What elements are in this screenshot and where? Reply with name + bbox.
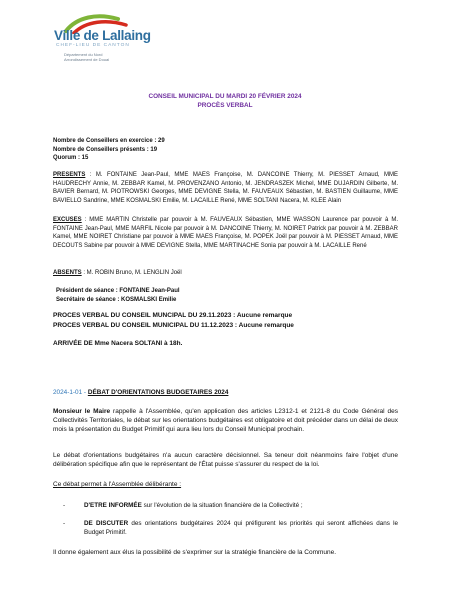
- logo-subtitle-department: Département du Nord: [64, 52, 103, 57]
- document-subtitle: PROCÈS VERBAL: [197, 102, 253, 109]
- absents-label: ABSENTS: [53, 270, 82, 276]
- bullet-item-2: [63, 519, 399, 537]
- logo-tagline: CHEF-LIEU DE CANTON: [56, 43, 130, 48]
- agenda-item-title: DÉBAT D'ORIENTATIONS BUDGETAIRES 2024: [87, 389, 229, 396]
- logo-subtitle-arrondissement: Arrondissement de Douai: [64, 57, 110, 62]
- bullet-dash: -: [63, 520, 66, 527]
- bullet-2-text: des orientations budgétaires 2024 qui préfigurent les priorités qui seront affichées dans le Budget Primitif.: [84, 520, 399, 536]
- excuses-list: : MME MARTIN Christelle par pouvoir à M. FAUVEAUX Sébastien, MME WASSON Laurence par pouvoir à M. FONTAINE Jean-Paul, MME MARFIL Nicole par pouvoir à M. DANCOINE Thierry, M. NOIRET Patrick par pouvoir à M. ZEBBAR Kamel, MME NOIRET Christiane par pouvoir à MME MAES Françoise, M. POPEK Joël par pouvoir à M. PIESSET Arnaud, MME DECOUTS Sabine par pouvoir à MME DEVIGNE Stella, MME MARTINACHE Sonia par pouvoir à M. LACAILLE René: [53, 217, 398, 249]
- excuses-paragraph: [53, 216, 398, 250]
- presents-list: : M. FONTAINE Jean-Paul, MME MAES Françoise, M. DANCOINE Thierry, M. PIESSET Arnaud, MME HAUDRECHY Annie, M. ZEBBAR Kamel, M. PROVENZANO Antonio, M. JENDRASZEK Michel, MME DUJARDIN Gilberte, M. BAVIER Bernard, M. PIOTROWSKI Georges, MME DEVIGNE Stella, M. FAUVEAUX Sébastien, M. BASTIEN Guillaume, MME BAVIELLO Sandrine, MME KOSMALSKI Emilie, M. LACAILLE René, MME SOLTANI Nacera, M. KLEE Alain: [53, 172, 398, 204]
- body-paragraph-1-text: rappelle à l'Assemblée, qu'en application des articles L2312-1 et 2121-8 du Code Général des Collectivités Territoriales, le débat sur les orientations budgétaires est obligatoire et doit précéder dans un délai de deux mois la présentation du Budget Primitif qui aura lieu lors du Conseil Municipal prochain.: [53, 408, 398, 433]
- agenda-item-heading: [53, 389, 398, 396]
- presents-label: PRESENTS: [53, 172, 86, 178]
- pv-line-2: PROCES VERBAL DU CONSEIL MUNICIPAL DU 11.12.2023 : Aucune remarque: [53, 322, 294, 329]
- agenda-separator: -: [82, 389, 88, 396]
- body-paragraph-2: Le débat d'orientations budgétaires n'a aucun caractère décisionnel. Sa teneur doit néanmoins faire l'objet d'une délibération spécifique afin que le représentant de l'État puisse s'assurer du respect de la loi.: [53, 452, 398, 468]
- bullet-dash: -: [63, 502, 66, 509]
- absents-paragraph: [53, 269, 398, 278]
- maire-label: Monsieur le Maire: [53, 408, 111, 415]
- excuses-label: EXCUSES: [53, 217, 82, 223]
- agenda-item-number: 2024-1-01: [53, 389, 83, 396]
- body-paragraph-4: Il donne également aux élus la possibilité de s'exprimer sur la stratégie financière de la Commune.: [53, 549, 337, 556]
- bullet-1-bold: D'ETRE INFORMÉE: [84, 502, 142, 509]
- count-exercice: Nombre de Conseillers en exercice : 29: [53, 138, 165, 144]
- arrivee-note: ARRIVÉE DE Mme Nacera SOLTANI à 18h.: [53, 340, 183, 347]
- absents-list: : M. ROBIN Bruno, M. LENGLIN Joël: [81, 270, 182, 276]
- logo-city-name: Ville de Lallaing: [54, 28, 151, 43]
- pv-line-1: PROCES VERBAL DU CONSEIL MUNCIPAL DU 29.11.2023 : Aucune remarque: [53, 312, 293, 319]
- count-quorum: Quorum : 15: [53, 155, 89, 161]
- body-paragraph-1: [53, 407, 398, 434]
- body-paragraph-3: Ce débat permet à l'Assemblée délibérante :: [53, 481, 182, 488]
- president-seance: Président de séance : FONTAINE Jean-Paul: [56, 288, 180, 294]
- city-logo: [52, 14, 152, 72]
- secretaire-seance: Secrétaire de séance : KOSMALSKI Emilie: [56, 297, 177, 303]
- bullet-item-1: [63, 501, 398, 510]
- presents-paragraph: [53, 171, 398, 205]
- document-title: CONSEIL MUNICIPAL DU MARDI 20 FÉVRIER 2024: [148, 93, 302, 100]
- bullet-1-text: sur l'évolution de la situation financière de la Collectivité ;: [141, 502, 303, 509]
- bullet-2-bold: DE DISCUTER: [84, 520, 129, 527]
- count-presents: Nombre de Conseillers présents : 19: [53, 146, 158, 153]
